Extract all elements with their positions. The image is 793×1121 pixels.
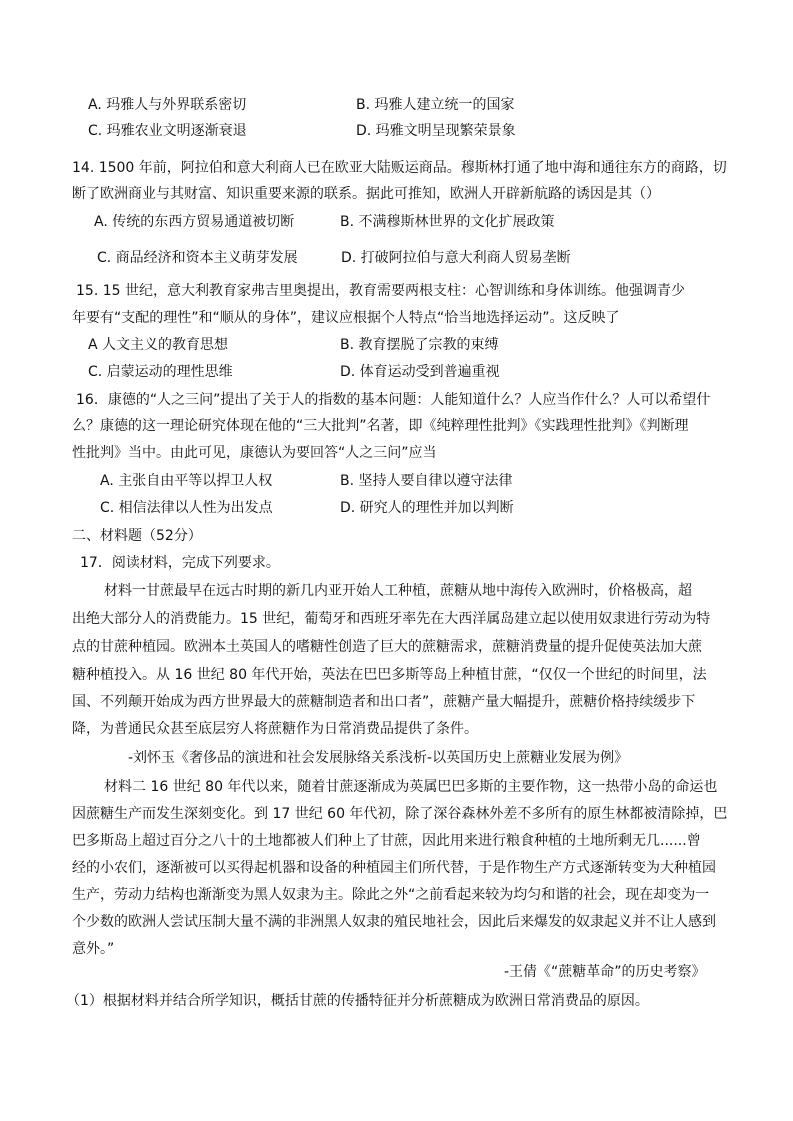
q16-stem-line-1: 16．康德的“人之三问”提出了关于人的指数的基本问题：人能知道什么？人应当作什么？人可以希望什 bbox=[76, 392, 711, 408]
q16-option-b: B. 坚持人要自律以遵守法律 bbox=[340, 473, 513, 489]
q14-option-b: B. 不满穆斯林世界的文化扩展政策 bbox=[340, 214, 555, 230]
q13-option-b: B. 玛雅人建立统一的国家 bbox=[356, 97, 515, 113]
q13-option-a: A. 玛雅人与外界联系密切 bbox=[88, 97, 247, 113]
q17-material1-line-6: 降，为普通民众甚至底层穷人将蔗糖作为日常消费品提供了条件。 bbox=[72, 721, 478, 737]
q14-option-a: A. 传统的东西方贸易通道被切断 bbox=[94, 214, 295, 230]
q17-material1-line-1: 材料一甘蔗最早在远古时期的新几内亚开始人工种植，蔗糖从地中海传入欧洲时，价格极高，超 bbox=[104, 583, 692, 599]
q15-stem-line-2: 年要有“支配的理性”和“顺从的身体”，建议应根据个人特点“恰当地选择运动”。这反映了 bbox=[72, 310, 620, 326]
q14-stem-line-1: 14. 1500 年前，阿拉伯和意大利商人已在欧亚大陆贩运商品。穆斯林打通了地中海和通往东方的商路，切 bbox=[72, 160, 727, 176]
q16-option-c: C. 相信法律以人性为出发点 bbox=[100, 500, 273, 516]
q13-option-c: C. 玛雅农业文明逐渐衰退 bbox=[88, 123, 247, 139]
q15-option-d: D. 体育运动受到普遍重视 bbox=[340, 364, 500, 380]
q17-material2-line-2: 因蔗糖生产而发生深刻变化。到 17 世纪 60 年代初，除了深谷森林外差不多所有的原生林都被清除掉，巴 bbox=[72, 806, 728, 822]
q14-option-c: C. 商品经济和资本主义萌芽发展 bbox=[97, 250, 298, 266]
q17-intro: 17．阅读材料，完成下列要求。 bbox=[80, 555, 280, 571]
q17-source-2: -王倩《“蔗糖革命”的历史考察》 bbox=[504, 964, 706, 980]
q17-subquestion-1: （1）根据材料并结合所学知识，概括甘蔗的传播特征并分析蔗糖成为欧洲日常消费品的原因。 bbox=[66, 993, 649, 1009]
q17-material1-line-2: 出绝大部分人的消费能力。15 世纪，葡萄牙和西班牙率先在大西洋属岛建立起以使用奴隶进行劳动为特 bbox=[72, 611, 711, 627]
q15-stem-line-1: 15. 15 世纪，意大利教育家弗吉里奥提出，教育需要两根支柱：心智训练和身体训练。他强调青少 bbox=[76, 283, 685, 299]
q14-option-d: D. 打破阿拉伯与意大利商人贸易垄断 bbox=[341, 250, 571, 266]
q16-stem-line-3: 性批判》当中。由此可见，康德认为要回答“人之三问”应当 bbox=[72, 445, 437, 461]
q17-material2-line-6: 个少数的欧洲人尝试压制大量不满的非洲黑人奴隶的殖民地社会，因此后来爆发的奴隶起义并不让人感到 bbox=[72, 914, 716, 930]
q17-material2-line-3: 巴多斯岛上超过百分之八十的土地都被人们种上了甘蔗，因此用来进行粮食种植的土地所剩无几......曾 bbox=[72, 833, 701, 849]
q15-option-c: C. 启蒙运动的理性思维 bbox=[88, 364, 233, 380]
q17-material2-line-1: 材料二 16 世纪 80 年代以来，随着甘蔗逐渐成为英属巴巴多斯的主要作物，这一热带小岛的命运也 bbox=[104, 779, 718, 795]
q16-option-a: A. 主张自由平等以捍卫人权 bbox=[100, 473, 273, 489]
q17-material2-line-4: 经的小农们，逐渐被可以买得起机器和设备的种植园主们所代替，于是作物生产方式逐渐转变为大种植园 bbox=[72, 860, 716, 876]
q17-material1-line-3: 点的甘蔗种植园。欧洲本土英国人的嗜糖性创造了巨大的蔗糖需求，蔗糖消费量的提升促使英法加大蔗 bbox=[72, 639, 702, 655]
q17-material1-line-4: 糖种植投入。从 16 世纪 80 年代开始，英法在巴巴多斯等岛上种植甘蔗，“仅仅一个世纪的时间里，法 bbox=[72, 667, 707, 683]
q13-option-d: D. 玛雅文明呈现繁荣景象 bbox=[356, 123, 516, 139]
q15-option-a: A 人文主义的教育思想 bbox=[88, 337, 229, 353]
q16-stem-line-2: 么？康德的这一理论研究体现在他的“三大批判”名著，即《纯粹理性批判》《实践理性批判》《判断理 bbox=[72, 418, 689, 434]
q17-material2-line-5: 生产，劳动力结构也渐渐变为黑人奴隶为主。除此之外“之前看起来较为均匀和谐的社会，现在却变为一 bbox=[72, 887, 710, 903]
section-2-title: 二、材料题（52分） bbox=[72, 528, 202, 544]
q17-material2-line-7: 意外。” bbox=[72, 941, 115, 957]
q17-source-1: -刘怀玉《奢侈品的演进和社会发展脉络关系浅析-以英国历史上蔗糖业发展为例》 bbox=[128, 750, 629, 766]
q16-option-d: D. 研究人的理性并加以判断 bbox=[340, 500, 514, 516]
q17-material1-line-5: 国、不列颠开始成为西方世界最大的蔗糖制造者和出口者”，蔗糖产量大幅提升，蔗糖价格持续缓步下 bbox=[72, 694, 696, 710]
q15-option-b: B. 教育摆脱了宗教的束缚 bbox=[340, 337, 499, 353]
q14-stem-line-2: 断了欧洲商业与其财富、知识重要来源的联系。据此可推知，欧洲人开辟新航路的诱因是其（） bbox=[72, 186, 660, 202]
